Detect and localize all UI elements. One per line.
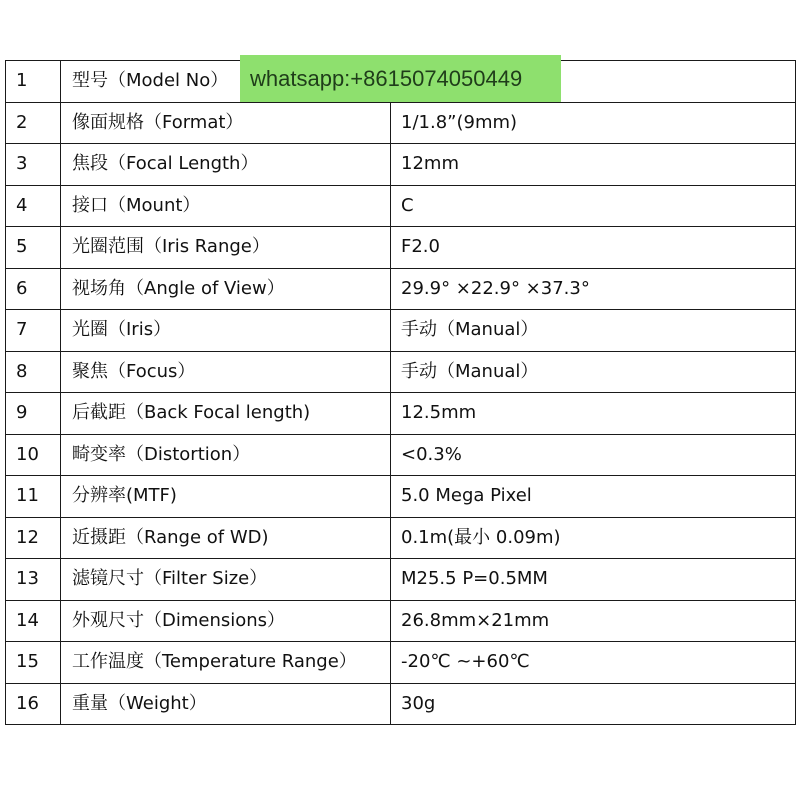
row-number: 10 [6,434,61,476]
parameter-value: C [391,185,796,227]
row-number: 1 [6,61,61,103]
parameter-value: 手动（Manual） [391,351,796,393]
row-number: 13 [6,559,61,601]
spec-row [6,185,796,227]
parameter-name: 畸变率（Distortion） [61,434,391,476]
parameter-name: 重量（Weight） [61,683,391,725]
parameter-name: 滤镜尺寸（Filter Size） [61,559,391,601]
parameter-name: 聚焦（Focus） [61,351,391,393]
spec-row [6,434,796,476]
parameter-name: 接口（Mount） [61,185,391,227]
row-number: 3 [6,144,61,186]
row-number: 8 [6,351,61,393]
parameter-value: 12mm [391,144,796,186]
spec-row [6,227,796,269]
parameter-name: 焦段（Focal Length） [61,144,391,186]
parameter-value: 1/1.8”(9mm) [391,102,796,144]
spec-row [6,476,796,518]
row-number: 15 [6,642,61,684]
spec-row [6,642,796,684]
parameter-name: 近摄距（Range of WD) [61,517,391,559]
row-number: 4 [6,185,61,227]
spec-row [6,517,796,559]
parameter-name: 工作温度（Temperature Range） [61,642,391,684]
spec-table-body [6,61,796,725]
spec-row [6,393,796,435]
parameter-value: <0.3% [391,434,796,476]
parameter-name: 型号（Model No） [61,61,391,103]
row-number: 11 [6,476,61,518]
parameter-value: 29.9° ×22.9° ×37.3° [391,268,796,310]
spec-row [6,683,796,725]
spec-row [6,351,796,393]
parameter-name: 像面规格（Format） [61,102,391,144]
row-number: 12 [6,517,61,559]
parameter-value: 5.0 Mega Pixel [391,476,796,518]
spec-row [6,600,796,642]
whatsapp-contact-banner: whatsapp:+8615074050449 [240,55,561,102]
parameter-value: 12.5mm [391,393,796,435]
row-number: 9 [6,393,61,435]
row-number: 5 [6,227,61,269]
parameter-value: M25.5 P=0.5MM [391,559,796,601]
row-number: 2 [6,102,61,144]
spec-row [6,144,796,186]
parameter-value: 手动（Manual） [391,310,796,352]
parameter-name: 分辨率(MTF) [61,476,391,518]
parameter-value: F2.0 [391,227,796,269]
spec-row [6,102,796,144]
parameter-name: 外观尺寸（Dimensions） [61,600,391,642]
parameter-name: 光圈范围（Iris Range） [61,227,391,269]
parameter-value: 26.8mm×21mm [391,600,796,642]
spec-row [6,559,796,601]
row-number: 6 [6,268,61,310]
parameter-value: 0.1m(最小 0.09m) [391,517,796,559]
row-number: 7 [6,310,61,352]
parameter-value: 30g [391,683,796,725]
spec-row [6,310,796,352]
parameter-name: 光圈（Iris） [61,310,391,352]
spec-row [6,268,796,310]
parameter-name: 视场角（Angle of View） [61,268,391,310]
row-number: 16 [6,683,61,725]
parameter-name: 后截距（Back Focal length) [61,393,391,435]
row-number: 14 [6,600,61,642]
spec-table [5,60,796,725]
parameter-value: -20℃ ~+60℃ [391,642,796,684]
